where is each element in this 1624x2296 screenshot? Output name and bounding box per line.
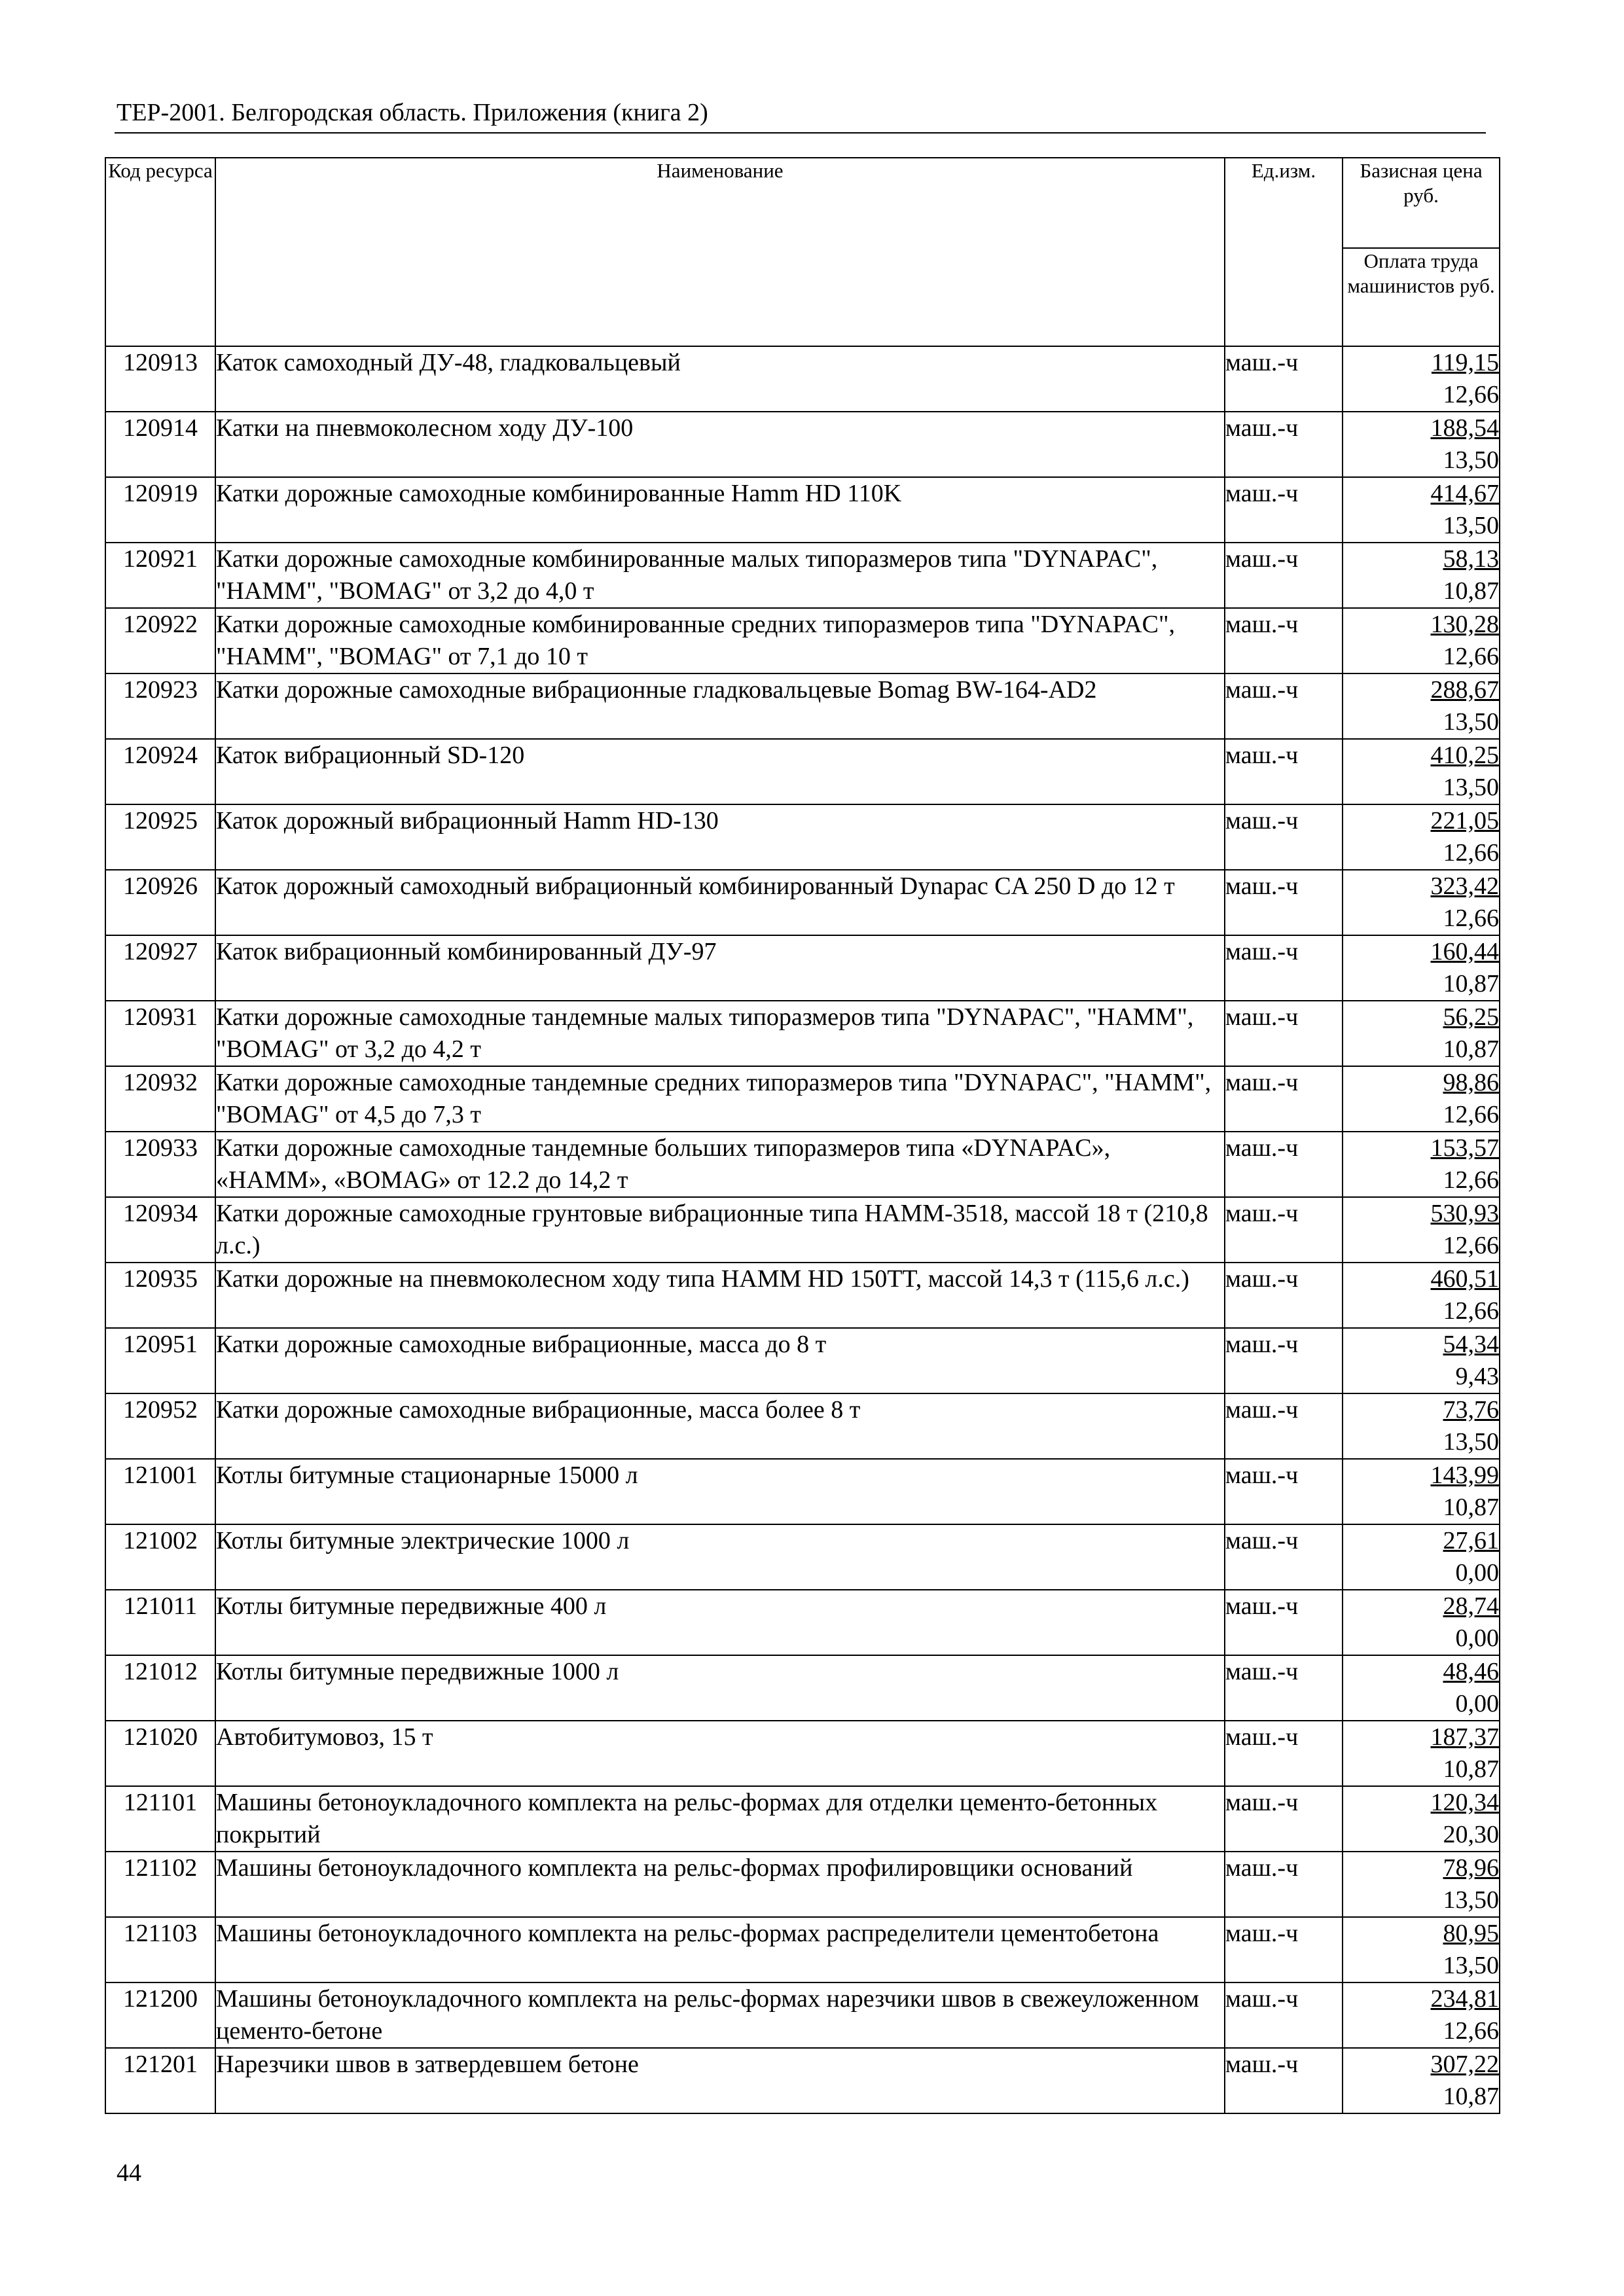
base-price: 460,51 [1430,1265,1499,1293]
operator-wage: 13,50 [1443,1886,1499,1914]
price-cell [1343,1263,1500,1328]
base-price: 323,42 [1430,872,1499,900]
price-cell [1343,1132,1500,1197]
operator-wage: 13,50 [1443,1428,1499,1456]
operator-wage: 13,50 [1443,774,1499,801]
resource-code: 121101 [105,1786,215,1852]
resource-name: Катки дорожные самоходные тандемные больших типоразмеров типа «DYNAPAC», «HAMM», «BOMAG» от 12.2 до 14,2 т [215,1132,1225,1197]
resource-name: Катки дорожные самоходные вибрационные, масса более 8 т [215,1393,1225,1459]
resource-name: Машины бетоноукладочного комплекта на рельс-формах для отделки цементо-бетонных покрытий [215,1786,1225,1852]
operator-wage: 13,50 [1443,1952,1499,1979]
resource-unit: маш.-ч [1225,1852,1343,1917]
resource-unit: маш.-ч [1225,739,1343,804]
table-row [105,1982,1500,2048]
resource-code: 120921 [105,543,215,608]
resource-name: Катки дорожные самоходные грунтовые вибрационные типа HAMM-3518, массой 18 т (210,8 л.с.) [215,1197,1225,1263]
base-price: 48,46 [1443,1658,1499,1685]
resource-code: 120926 [105,870,215,935]
base-price: 80,95 [1443,1920,1499,1947]
resource-unit: маш.-ч [1225,935,1343,1001]
operator-wage: 10,87 [1443,1755,1499,1783]
price-cell [1343,608,1500,673]
operator-wage: 10,87 [1443,1494,1499,1521]
resource-code: 120931 [105,1001,215,1066]
table-row [105,1197,1500,1263]
resource-unit: маш.-ч [1225,1590,1343,1655]
base-price: 54,34 [1443,1331,1499,1358]
resource-code: 120934 [105,1197,215,1263]
base-price: 414,67 [1430,480,1499,507]
resource-name: Машины бетоноукладочного комплекта на рельс-формах распределители цементобетона [215,1917,1225,1982]
price-cell [1343,804,1500,870]
price-cell [1343,739,1500,804]
resource-unit: маш.-ч [1225,1328,1343,1393]
table-row [105,1001,1500,1066]
resource-unit: маш.-ч [1225,1197,1343,1263]
table-row [105,543,1500,608]
resource-code: 120935 [105,1263,215,1328]
table-row [105,673,1500,739]
price-cell [1343,1590,1500,1655]
table-row [105,1066,1500,1132]
resource-name: Котлы битумные передвижные 400 л [215,1590,1225,1655]
table-row [105,1393,1500,1459]
price-cell [1343,412,1500,477]
resource-unit: маш.-ч [1225,1917,1343,1982]
resource-unit: маш.-ч [1225,2048,1343,2113]
table-row [105,935,1500,1001]
resource-unit: маш.-ч [1225,1132,1343,1197]
resource-name: Машины бетоноукладочного комплекта на рельс-формах профилировщики оснований [215,1852,1225,1917]
resource-name: Катки дорожные самоходные комбинированные Hamm HD 110K [215,477,1225,543]
resource-code: 120913 [105,346,215,412]
resource-code: 121011 [105,1590,215,1655]
resource-unit: маш.-ч [1225,543,1343,608]
price-cell [1343,1393,1500,1459]
resource-name: Каток дорожный вибрационный Hamm HD-130 [215,804,1225,870]
resource-name: Машины бетоноукладочного комплекта на рельс-формах нарезчики швов в свежеуложенном цементо-бетоне [215,1982,1225,2048]
resource-code: 120951 [105,1328,215,1393]
resource-code: 121002 [105,1524,215,1590]
resource-name: Катки дорожные самоходные тандемные средних типоразмеров типа "DYNAPAC", "HAMM", "BOMAG" от 4,5 до 7,3 т [215,1066,1225,1132]
table-row [105,346,1500,412]
resource-code: 121012 [105,1655,215,1721]
header-code: Код ресурса [105,158,215,346]
table-row [105,1721,1500,1786]
price-cell [1343,1524,1500,1590]
operator-wage: 0,00 [1455,1559,1499,1587]
base-price: 187,37 [1430,1723,1499,1751]
table-header [105,158,1500,346]
operator-wage: 13,50 [1443,708,1499,736]
resource-unit: маш.-ч [1225,1982,1343,2048]
price-cell [1343,1655,1500,1721]
table-row [105,1917,1500,1982]
table-row [105,2048,1500,2113]
resource-name: Катки дорожные на пневмоколесном ходу типа HAMM HD 150TT, массой 14,3 т (115,6 л.с.) [215,1263,1225,1328]
resource-unit: маш.-ч [1225,477,1343,543]
resource-code: 120922 [105,608,215,673]
price-cell [1343,1721,1500,1786]
operator-wage: 10,87 [1443,2083,1499,2110]
price-cell [1343,870,1500,935]
base-price: 143,99 [1430,1462,1499,1489]
resource-code: 120923 [105,673,215,739]
resource-name: Катки дорожные самоходные тандемные малых типоразмеров типа "DYNAPAC", "HAMM", "BOMAG" от 3,2 до 4,2 т [215,1001,1225,1066]
resource-name: Каток вибрационный комбинированный ДУ-97 [215,935,1225,1001]
base-price: 221,05 [1430,807,1499,834]
operator-wage: 12,66 [1443,381,1499,408]
table-row [105,1132,1500,1197]
page-number: 44 [117,2159,141,2187]
base-price: 56,25 [1443,1003,1499,1031]
table-row [105,412,1500,477]
base-price: 119,15 [1431,349,1499,376]
operator-wage: 12,66 [1443,1232,1499,1259]
price-cell [1343,1852,1500,1917]
base-price: 288,67 [1430,676,1499,704]
resource-code: 120914 [105,412,215,477]
base-price: 27,61 [1443,1527,1499,1554]
resource-unit: маш.-ч [1225,1786,1343,1852]
base-price: 410,25 [1430,742,1499,769]
resource-unit: маш.-ч [1225,1524,1343,1590]
table-body [105,346,1500,2113]
resource-unit: маш.-ч [1225,412,1343,477]
price-cell [1343,543,1500,608]
resource-unit: маш.-ч [1225,1393,1343,1459]
base-price: 530,93 [1430,1200,1499,1227]
page-header-title: ТЕР-2001. Белгородская область. Приложения (книга 2) [117,99,708,126]
resource-unit: маш.-ч [1225,608,1343,673]
resource-unit: маш.-ч [1225,1721,1343,1786]
table-row [105,1852,1500,1917]
table-row [105,804,1500,870]
operator-wage: 12,66 [1443,905,1499,932]
operator-wage: 10,87 [1443,577,1499,605]
price-cell [1343,1917,1500,1982]
operator-wage: 12,66 [1443,1297,1499,1325]
base-price: 188,54 [1430,414,1499,442]
operator-wage: 0,00 [1455,1624,1499,1652]
operator-wage: 10,87 [1443,1035,1499,1063]
header-wage: Оплата труда машинистов руб. [1343,248,1500,346]
resource-name: Каток дорожный самоходный вибрационный комбинированный Dynapac CA 250 D до 12 т [215,870,1225,935]
base-price: 28,74 [1443,1592,1499,1620]
resource-code: 120919 [105,477,215,543]
resource-unit: маш.-ч [1225,346,1343,412]
resource-name: Катки дорожные самоходные вибрационные гладковальцевые Bomag BW-164-AD2 [215,673,1225,739]
operator-wage: 9,43 [1455,1363,1499,1390]
price-cell [1343,1001,1500,1066]
operator-wage: 20,30 [1443,1821,1499,1848]
base-price: 78,96 [1443,1854,1499,1882]
resource-unit: маш.-ч [1225,1655,1343,1721]
operator-wage: 12,66 [1443,839,1499,867]
resource-code: 120932 [105,1066,215,1132]
resource-name: Котлы битумные электрические 1000 л [215,1524,1225,1590]
resource-code: 120924 [105,739,215,804]
resource-name: Нарезчики швов в затвердевшем бетоне [215,2048,1225,2113]
table-row [105,1524,1500,1590]
price-cell [1343,935,1500,1001]
resource-code: 121102 [105,1852,215,1917]
resource-code: 120952 [105,1393,215,1459]
price-cell [1343,1459,1500,1524]
price-cell [1343,673,1500,739]
operator-wage: 12,66 [1443,2017,1499,2045]
resource-name: Каток вибрационный SD-120 [215,739,1225,804]
operator-wage: 0,00 [1455,1690,1499,1717]
price-cell [1343,1786,1500,1852]
base-price: 153,57 [1430,1134,1499,1162]
base-price: 160,44 [1430,938,1499,965]
table-row [105,1786,1500,1852]
base-price: 73,76 [1443,1396,1499,1424]
base-price: 234,81 [1430,1985,1499,2013]
base-price: 98,86 [1443,1069,1499,1096]
header-name: Наименование [215,158,1225,346]
resource-unit: маш.-ч [1225,804,1343,870]
resource-name: Катки на пневмоколесном ходу ДУ-100 [215,412,1225,477]
resource-code: 121001 [105,1459,215,1524]
base-price: 307,22 [1430,2051,1499,2078]
resource-unit: маш.-ч [1225,870,1343,935]
table-row [105,608,1500,673]
base-price: 130,28 [1430,611,1499,638]
table-row [105,1459,1500,1524]
base-price: 120,34 [1430,1789,1499,1816]
resource-unit: маш.-ч [1225,1263,1343,1328]
operator-wage: 10,87 [1443,970,1499,997]
table-row [105,1590,1500,1655]
resource-name: Каток самоходный ДУ-48, гладковальцевый [215,346,1225,412]
resource-name: Котлы битумные передвижные 1000 л [215,1655,1225,1721]
price-cell [1343,346,1500,412]
resource-code: 120927 [105,935,215,1001]
resource-code: 121200 [105,1982,215,2048]
price-cell [1343,1197,1500,1263]
price-cell [1343,1328,1500,1393]
resource-name: Катки дорожные самоходные комбинированные малых типоразмеров типа "DYNAPAC", "HAMM", "BOMAG" от 3,2 до 4,0 т [215,543,1225,608]
resource-code: 121020 [105,1721,215,1786]
price-cell [1343,477,1500,543]
resource-table [105,157,1500,2114]
resource-code: 121201 [105,2048,215,2113]
resource-unit: маш.-ч [1225,673,1343,739]
resource-code: 120933 [105,1132,215,1197]
operator-wage: 13,50 [1443,446,1499,474]
resource-unit: маш.-ч [1225,1066,1343,1132]
resource-code: 120925 [105,804,215,870]
resource-name: Котлы битумные стационарные 15000 л [215,1459,1225,1524]
table-row [105,739,1500,804]
header-divider [115,132,1486,134]
resource-code: 121103 [105,1917,215,1982]
price-cell [1343,1982,1500,2048]
operator-wage: 12,66 [1443,1166,1499,1194]
table-row [105,1655,1500,1721]
resource-unit: маш.-ч [1225,1001,1343,1066]
resource-name: Автобитумовоз, 15 т [215,1721,1225,1786]
resource-name: Катки дорожные самоходные комбинированные средних типоразмеров типа "DYNAPAC", "HAMM", "BOMAG" от 7,1 до 10 т [215,608,1225,673]
resource-unit: маш.-ч [1225,1459,1343,1524]
operator-wage: 13,50 [1443,512,1499,539]
header-price: Базисная цена руб. [1343,158,1500,248]
table-row [105,1328,1500,1393]
operator-wage: 12,66 [1443,1101,1499,1128]
table-row [105,1263,1500,1328]
table-row [105,870,1500,935]
header-unit: Ед.изм. [1225,158,1343,346]
base-price: 58,13 [1443,545,1499,573]
price-cell [1343,2048,1500,2113]
operator-wage: 12,66 [1443,643,1499,670]
table-row [105,477,1500,543]
price-cell [1343,1066,1500,1132]
resource-name: Катки дорожные самоходные вибрационные, масса до 8 т [215,1328,1225,1393]
